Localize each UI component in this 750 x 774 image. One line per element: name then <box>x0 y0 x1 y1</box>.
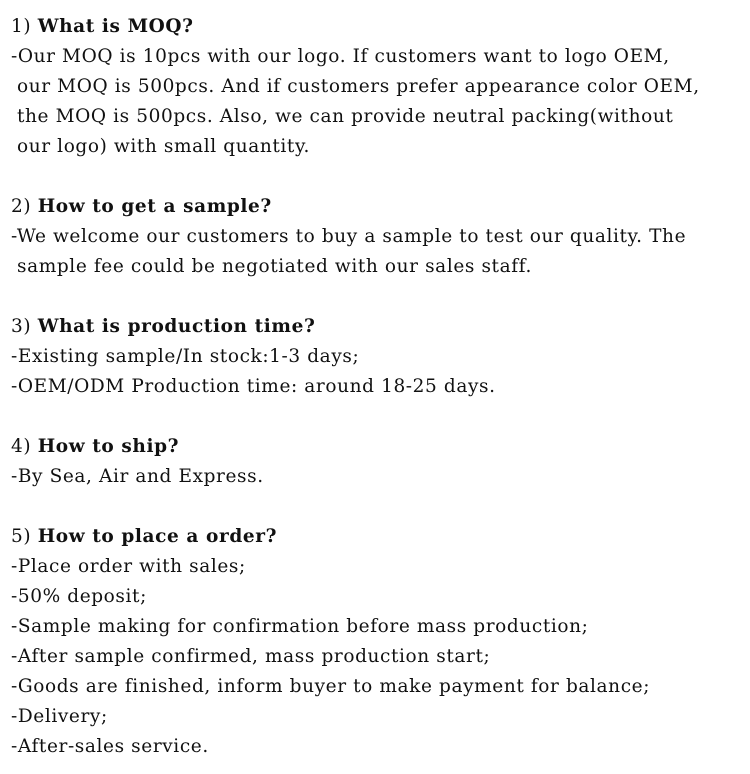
answer-line: -Place order with sales; <box>11 556 246 577</box>
answer-line: our logo) with small quantity. <box>17 136 311 157</box>
answer-line: the MOQ is 500pcs. Also, we can provide neutral packing(without <box>17 106 674 127</box>
faq-question <box>11 312 750 342</box>
question-number: 5) <box>11 526 32 547</box>
faq-item-moq <box>11 12 750 162</box>
answer-line: -Goods are finished, inform buyer to make payment for balance; <box>11 676 651 697</box>
faq-question <box>11 522 750 552</box>
question-number: 4) <box>11 436 32 457</box>
answer-line: -We welcome our customers to buy a sample to test our quality. The <box>11 226 687 247</box>
question-text: What is production time? <box>37 316 316 337</box>
question-text: How to place a order? <box>37 526 278 547</box>
question-number: 3) <box>11 316 32 337</box>
question-text: What is MOQ? <box>37 16 194 37</box>
answer-line: sample fee could be negotiated with our sales staff. <box>17 256 532 277</box>
faq-item-order <box>11 522 750 762</box>
answer-line: -After-sales service. <box>11 736 209 757</box>
question-number: 2) <box>11 196 32 217</box>
answer-line: -Existing sample/In stock:1-3 days; <box>11 346 360 367</box>
faq-question <box>11 192 750 222</box>
answer-line: -Delivery; <box>11 706 108 727</box>
answer-line: -OEM/ODM Production time: around 18-25 days. <box>11 376 496 397</box>
answer-line: -50% deposit; <box>11 586 147 607</box>
answer-line: -By Sea, Air and Express. <box>11 466 264 487</box>
question-text: How to get a sample? <box>37 196 272 217</box>
answer-line: -After sample confirmed, mass production start; <box>11 646 491 667</box>
answer-line: -Sample making for confirmation before mass production; <box>11 616 589 637</box>
faq-question <box>11 432 750 462</box>
faq-item-production-time <box>11 312 750 402</box>
answer-line: our MOQ is 500pcs. And if customers prefer appearance color OEM, <box>17 76 700 97</box>
faq-item-sample <box>11 192 750 282</box>
faq-item-ship <box>11 432 750 492</box>
faq-question <box>11 12 750 42</box>
answer-line: -Our MOQ is 10pcs with our logo. If customers want to logo OEM, <box>11 46 670 67</box>
question-text: How to ship? <box>37 436 180 457</box>
question-number: 1) <box>11 16 32 37</box>
